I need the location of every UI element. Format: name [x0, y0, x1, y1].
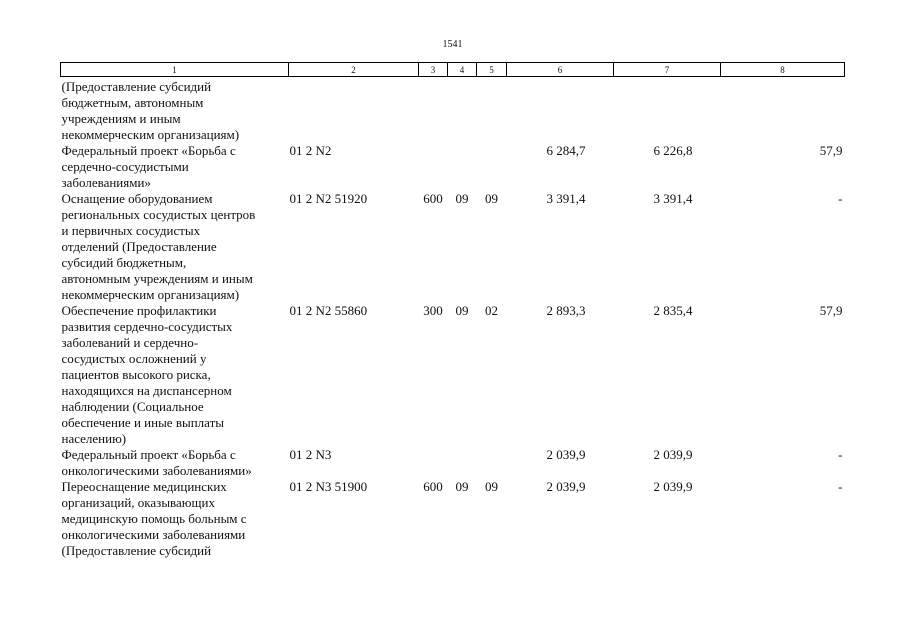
item-name: Федеральный проект «Борьба с онкологическими заболеваниями» [61, 447, 252, 478]
amount-col8: - [838, 447, 843, 462]
amount-col7: 2 039,9 [653, 479, 693, 494]
amount-col6 [507, 77, 614, 144]
table-row [61, 191, 845, 303]
amount-col6: 2 039,9 [546, 479, 586, 494]
amount-col7: 6 226,8 [653, 143, 693, 158]
budget-code: 01 2 N3 51900 [289, 479, 368, 494]
section [448, 143, 477, 191]
amount-col6: 3 391,4 [546, 191, 586, 206]
budget-code: 01 2 N2 55860 [289, 303, 368, 318]
expense-type [419, 447, 448, 479]
budget-code: 01 2 N2 [289, 143, 332, 158]
subsection [477, 447, 507, 479]
item-name: Федеральный проект «Борьба с сердечно-сосудистыми заболеваниями» [61, 143, 236, 190]
column-header: 5 [477, 63, 507, 77]
column-header: 6 [507, 63, 614, 77]
amount-col6: 2 039,9 [546, 447, 586, 462]
amount-col8: 57,9 [819, 143, 843, 158]
table-row [61, 479, 845, 559]
table-row [61, 303, 845, 447]
budget-code [289, 77, 419, 144]
item-name: (Предоставление субсидий бюджетным, автономным учреждениям и иным некоммерческим организациям) [61, 79, 240, 142]
table-row [61, 143, 845, 191]
amount-col8: 57,9 [819, 303, 843, 318]
item-name: Оснащение оборудованием региональных сосудистых центров и первичных сосудистых отделений (Предоставление субсидий бюджетным, автономным учреждениям и иным некоммерческим организациям) [61, 191, 256, 302]
amount-col7: 3 391,4 [653, 191, 693, 206]
subsection: 09 [485, 191, 498, 206]
subsection [477, 77, 507, 144]
section: 09 [455, 479, 469, 494]
page-number: 1541 [442, 39, 463, 50]
column-header: 7 [614, 63, 721, 77]
expense-type: 300 [423, 303, 443, 318]
item-name: Обеспечение профилактики развития сердечно-сосудистых заболеваний и сердечно- сосудистых осложнений у пациентов высокого риска, находящихся на диспансерном наблюдении (Социальное обеспечение и иные выплаты населению) [61, 303, 233, 446]
expense-type: 600 [423, 191, 443, 206]
column-header: 2 [289, 63, 419, 77]
amount-col6: 6 284,7 [546, 143, 586, 158]
section: 09 [455, 191, 469, 206]
amount-col6: 2 893,3 [546, 303, 586, 318]
subsection: 09 [485, 479, 498, 494]
item-name: Переоснащение медицинских организаций, оказывающих медицинскую помощь больным с онкологическими заболеваниями (Предоставление субсидий [61, 479, 247, 558]
amount-col7: 2 039,9 [653, 447, 693, 462]
amount-col8 [721, 77, 845, 144]
budget-code: 01 2 N3 [289, 447, 332, 462]
amount-col8: - [838, 479, 843, 494]
section: 09 [455, 303, 469, 318]
budget-table [60, 62, 845, 559]
column-number-header [61, 63, 845, 77]
section [448, 77, 477, 144]
amount-col8: - [838, 191, 843, 206]
expense-type [419, 77, 448, 144]
column-header: 8 [721, 63, 845, 77]
table-row [61, 77, 845, 144]
amount-col7 [614, 77, 721, 144]
column-header: 4 [448, 63, 477, 77]
expense-type [419, 143, 448, 191]
section [448, 447, 477, 479]
column-header: 1 [61, 63, 289, 77]
budget-code: 01 2 N2 51920 [289, 191, 368, 206]
expense-type: 600 [423, 479, 443, 494]
subsection [477, 143, 507, 191]
amount-col7: 2 835,4 [653, 303, 693, 318]
column-header: 3 [419, 63, 448, 77]
subsection: 02 [485, 303, 498, 318]
table-row [61, 447, 845, 479]
